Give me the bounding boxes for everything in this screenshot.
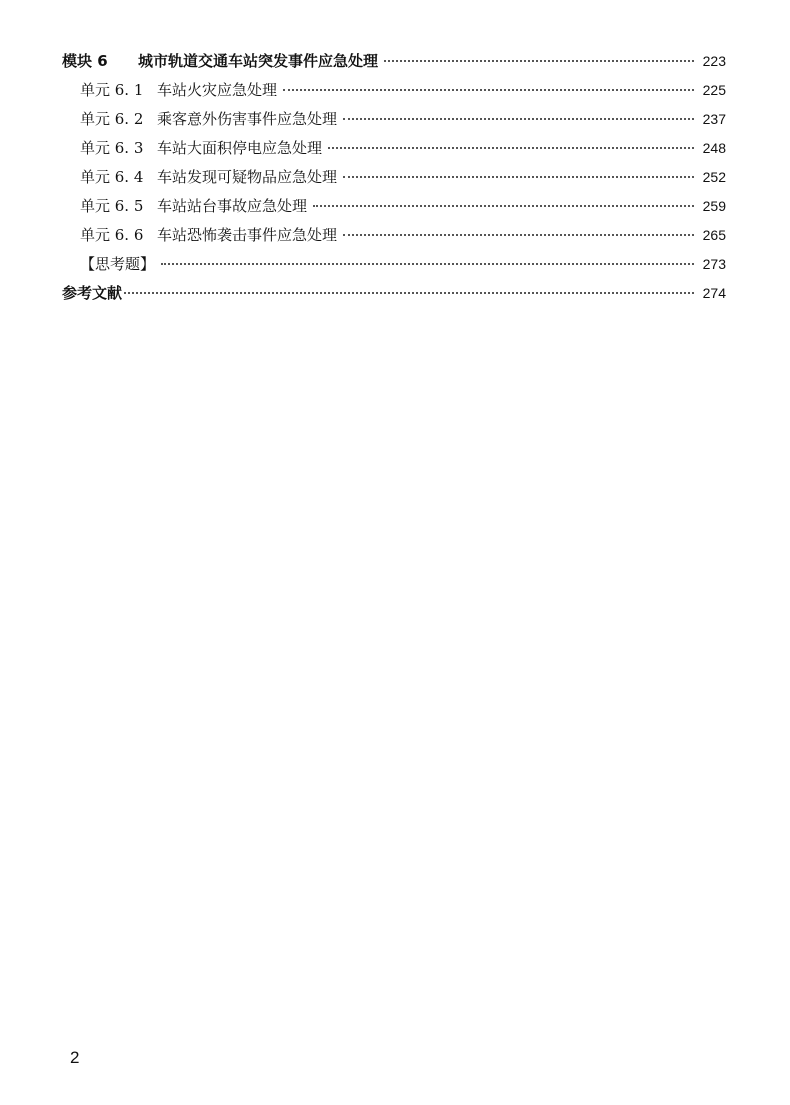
toc-references-title: 参考文献	[62, 284, 123, 302]
toc-module-number: 模块 6	[62, 52, 108, 70]
toc-module-page: 223	[702, 53, 726, 69]
toc-unit-number: 单元 6. 5	[80, 197, 144, 215]
dot-leader	[343, 234, 694, 236]
toc-unit-title: 车站大面积停电应急处理	[157, 139, 323, 157]
toc-unit-page: 252	[702, 169, 726, 185]
toc-unit-6-5[interactable]	[62, 192, 726, 221]
toc-unit-number: 单元 6. 1	[80, 81, 144, 99]
dot-leader	[343, 176, 694, 178]
toc-unit-number: 单元 6. 4	[80, 168, 144, 186]
toc-unit-number: 单元 6. 3	[80, 139, 144, 157]
toc-unit-page: 265	[702, 227, 726, 243]
toc-unit-page: 237	[702, 111, 726, 127]
dot-leader	[384, 60, 694, 62]
toc-unit-title: 车站恐怖袭击事件应急处理	[157, 226, 338, 244]
dot-leader	[161, 263, 694, 265]
toc-unit-6-1[interactable]	[62, 76, 726, 105]
toc-unit-title: 车站站台事故应急处理	[157, 197, 308, 215]
toc-unit-number: 单元 6. 2	[80, 110, 144, 128]
toc-unit-6-4[interactable]	[62, 163, 726, 192]
toc-questions[interactable]	[62, 250, 726, 279]
toc-module-title: 城市轨道交通车站突发事件应急处理	[138, 52, 379, 70]
dot-leader	[124, 292, 694, 294]
toc-questions-title: 【思考题】	[80, 255, 156, 273]
dot-leader	[343, 118, 694, 120]
dot-leader	[328, 147, 694, 149]
toc-unit-page: 259	[702, 198, 726, 214]
dot-leader	[283, 89, 694, 91]
toc-unit-page: 225	[702, 82, 726, 98]
table-of-contents	[62, 47, 726, 308]
toc-unit-6-6[interactable]	[62, 221, 726, 250]
toc-unit-number: 单元 6. 6	[80, 226, 144, 244]
toc-references-page: 274	[702, 285, 726, 301]
page-number: 2	[70, 1048, 80, 1067]
toc-questions-page: 273	[702, 256, 726, 272]
dot-leader	[313, 205, 694, 207]
toc-unit-6-2[interactable]	[62, 105, 726, 134]
toc-unit-title: 车站火灾应急处理	[157, 81, 278, 99]
toc-unit-title: 乘客意外伤害事件应急处理	[157, 110, 338, 128]
toc-module-6[interactable]	[62, 47, 726, 76]
toc-references[interactable]	[62, 279, 726, 308]
toc-unit-title: 车站发现可疑物品应急处理	[157, 168, 338, 186]
toc-unit-page: 248	[702, 140, 726, 156]
toc-unit-6-3[interactable]	[62, 134, 726, 163]
